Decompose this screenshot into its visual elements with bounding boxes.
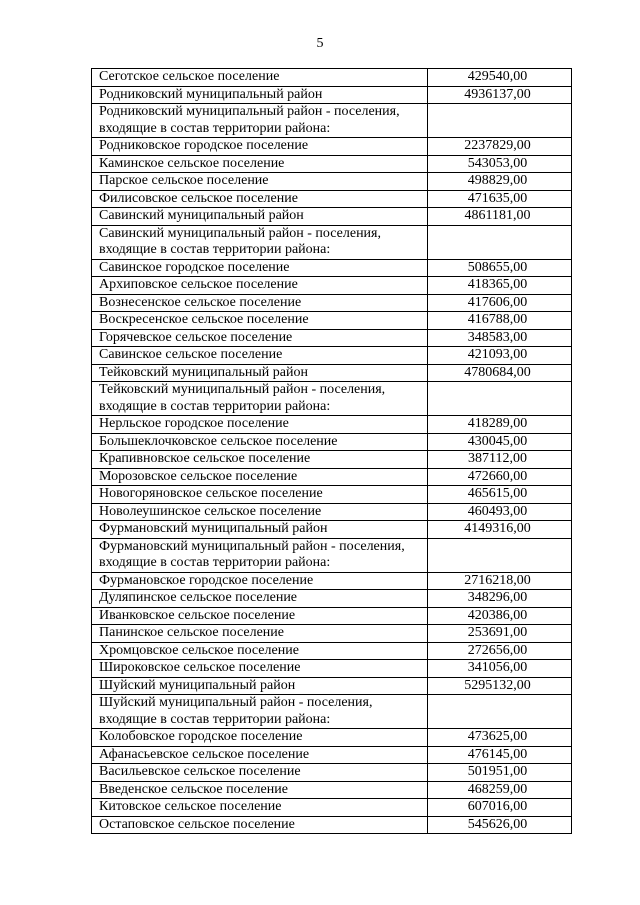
settlement-name-cell: Большеклочковское сельское поселение xyxy=(92,433,428,451)
amount-cell: 348583,00 xyxy=(428,329,572,347)
settlement-name-cell: Фурмановский муниципальный район - поселения, входящие в состав территории района: xyxy=(92,538,428,572)
amount-cell: 418365,00 xyxy=(428,277,572,295)
table-row xyxy=(92,86,572,104)
page-number: 5 xyxy=(316,36,324,51)
table-row xyxy=(92,764,572,782)
settlement-name-cell: Воскресенское сельское поселение xyxy=(92,312,428,330)
amount-cell: 421093,00 xyxy=(428,347,572,365)
settlement-name-cell: Фурмановский муниципальный район xyxy=(92,521,428,539)
table-row xyxy=(92,190,572,208)
settlement-name-cell: Тейковский муниципальный район xyxy=(92,364,428,382)
settlement-name-cell: Савинский муниципальный район xyxy=(92,208,428,226)
amount-cell: 4780684,00 xyxy=(428,364,572,382)
table-row xyxy=(92,799,572,817)
settlement-name-cell: Филисовское сельское поселение xyxy=(92,190,428,208)
amount-cell: 543053,00 xyxy=(428,155,572,173)
amount-cell: 465615,00 xyxy=(428,486,572,504)
table-row xyxy=(92,625,572,643)
amount-cell: 2237829,00 xyxy=(428,138,572,156)
budget-table-body xyxy=(92,69,572,834)
amount-cell: 476145,00 xyxy=(428,746,572,764)
table-row xyxy=(92,294,572,312)
table-row xyxy=(92,677,572,695)
amount-cell: 387112,00 xyxy=(428,451,572,469)
settlement-name-cell: Китовское сельское поселение xyxy=(92,799,428,817)
settlement-name-cell: Фурмановское городское поселение xyxy=(92,572,428,590)
amount-cell: 460493,00 xyxy=(428,503,572,521)
table-row xyxy=(92,312,572,330)
settlement-name-cell: Панинское сельское поселение xyxy=(92,625,428,643)
table-row xyxy=(92,259,572,277)
amount-cell: 2716218,00 xyxy=(428,572,572,590)
amount-cell: 429540,00 xyxy=(428,69,572,87)
amount-cell: 4149316,00 xyxy=(428,521,572,539)
budget-table xyxy=(91,68,572,834)
amount-cell xyxy=(428,225,572,259)
amount-cell: 468259,00 xyxy=(428,781,572,799)
settlement-name-cell: Парское сельское поселение xyxy=(92,173,428,191)
table-row xyxy=(92,572,572,590)
amount-cell: 253691,00 xyxy=(428,625,572,643)
settlement-name-cell: Савинский муниципальный район - поселения, входящие в состав территории района: xyxy=(92,225,428,259)
settlement-name-cell: Широковское сельское поселение xyxy=(92,660,428,678)
table-row xyxy=(92,607,572,625)
settlement-name-cell: Тейковский муниципальный район - поселения, входящие в состав территории района: xyxy=(92,382,428,416)
settlement-name-cell: Введенское сельское поселение xyxy=(92,781,428,799)
amount-cell: 473625,00 xyxy=(428,729,572,747)
settlement-name-cell: Родниковский муниципальный район - поселения, входящие в состав территории района: xyxy=(92,104,428,138)
settlement-name-cell: Афанасьевское сельское поселение xyxy=(92,746,428,764)
amount-cell: 4861181,00 xyxy=(428,208,572,226)
settlement-name-cell: Иванковское сельское поселение xyxy=(92,607,428,625)
amount-cell xyxy=(428,104,572,138)
amount-cell: 430045,00 xyxy=(428,433,572,451)
table-row xyxy=(92,155,572,173)
table-row xyxy=(92,208,572,226)
settlement-name-cell: Остаповское сельское поселение xyxy=(92,816,428,834)
settlement-name-cell: Шуйский муниципальный район - поселения, входящие в состав территории района: xyxy=(92,695,428,729)
table-row xyxy=(92,486,572,504)
table-row xyxy=(92,173,572,191)
settlement-name-cell: Дуляпинское сельское поселение xyxy=(92,590,428,608)
settlement-name-cell: Архиповское сельское поселение xyxy=(92,277,428,295)
table-row xyxy=(92,382,572,416)
table-row xyxy=(92,781,572,799)
amount-cell: 545626,00 xyxy=(428,816,572,834)
table-row xyxy=(92,468,572,486)
table-row xyxy=(92,347,572,365)
table-row xyxy=(92,225,572,259)
settlement-name-cell: Колобовское городское поселение xyxy=(92,729,428,747)
settlement-name-cell: Хромцовское сельское поселение xyxy=(92,642,428,660)
settlement-name-cell: Морозовское сельское поселение xyxy=(92,468,428,486)
amount-cell: 5295132,00 xyxy=(428,677,572,695)
settlement-name-cell: Сеготское сельское поселение xyxy=(92,69,428,87)
settlement-name-cell: Крапивновское сельское поселение xyxy=(92,451,428,469)
settlement-name-cell: Савинское городское поселение xyxy=(92,259,428,277)
table-row xyxy=(92,746,572,764)
table-row xyxy=(92,364,572,382)
amount-cell: 416788,00 xyxy=(428,312,572,330)
amount-cell: 417606,00 xyxy=(428,294,572,312)
amount-cell: 341056,00 xyxy=(428,660,572,678)
table-row xyxy=(92,660,572,678)
amount-cell: 471635,00 xyxy=(428,190,572,208)
amount-cell: 418289,00 xyxy=(428,416,572,434)
amount-cell xyxy=(428,538,572,572)
table-row xyxy=(92,451,572,469)
amount-cell: 498829,00 xyxy=(428,173,572,191)
table-row xyxy=(92,642,572,660)
settlement-name-cell: Нерльское городское поселение xyxy=(92,416,428,434)
settlement-name-cell: Васильевское сельское поселение xyxy=(92,764,428,782)
amount-cell: 501951,00 xyxy=(428,764,572,782)
table-row xyxy=(92,816,572,834)
amount-cell: 607016,00 xyxy=(428,799,572,817)
amount-cell xyxy=(428,382,572,416)
table-row xyxy=(92,695,572,729)
settlement-name-cell: Новогоряновское сельское поселение xyxy=(92,486,428,504)
amount-cell: 508655,00 xyxy=(428,259,572,277)
settlement-name-cell: Шуйский муниципальный район xyxy=(92,677,428,695)
settlement-name-cell: Савинское сельское поселение xyxy=(92,347,428,365)
amount-cell: 348296,00 xyxy=(428,590,572,608)
table-row xyxy=(92,538,572,572)
table-row xyxy=(92,590,572,608)
table-row xyxy=(92,416,572,434)
table-row xyxy=(92,521,572,539)
amount-cell xyxy=(428,695,572,729)
amount-cell: 420386,00 xyxy=(428,607,572,625)
table-row xyxy=(92,277,572,295)
settlement-name-cell: Новолеушинское сельское поселение xyxy=(92,503,428,521)
settlement-name-cell: Каминское сельское поселение xyxy=(92,155,428,173)
settlement-name-cell: Вознесенское сельское поселение xyxy=(92,294,428,312)
settlement-name-cell: Родниковское городское поселение xyxy=(92,138,428,156)
amount-cell: 472660,00 xyxy=(428,468,572,486)
table-row xyxy=(92,69,572,87)
settlement-name-cell: Родниковский муниципальный район xyxy=(92,86,428,104)
table-row xyxy=(92,433,572,451)
settlement-name-cell: Горячевское сельское поселение xyxy=(92,329,428,347)
amount-cell: 4936137,00 xyxy=(428,86,572,104)
table-row xyxy=(92,329,572,347)
table-row xyxy=(92,138,572,156)
table-row xyxy=(92,104,572,138)
table-row xyxy=(92,503,572,521)
table-row xyxy=(92,729,572,747)
amount-cell: 272656,00 xyxy=(428,642,572,660)
